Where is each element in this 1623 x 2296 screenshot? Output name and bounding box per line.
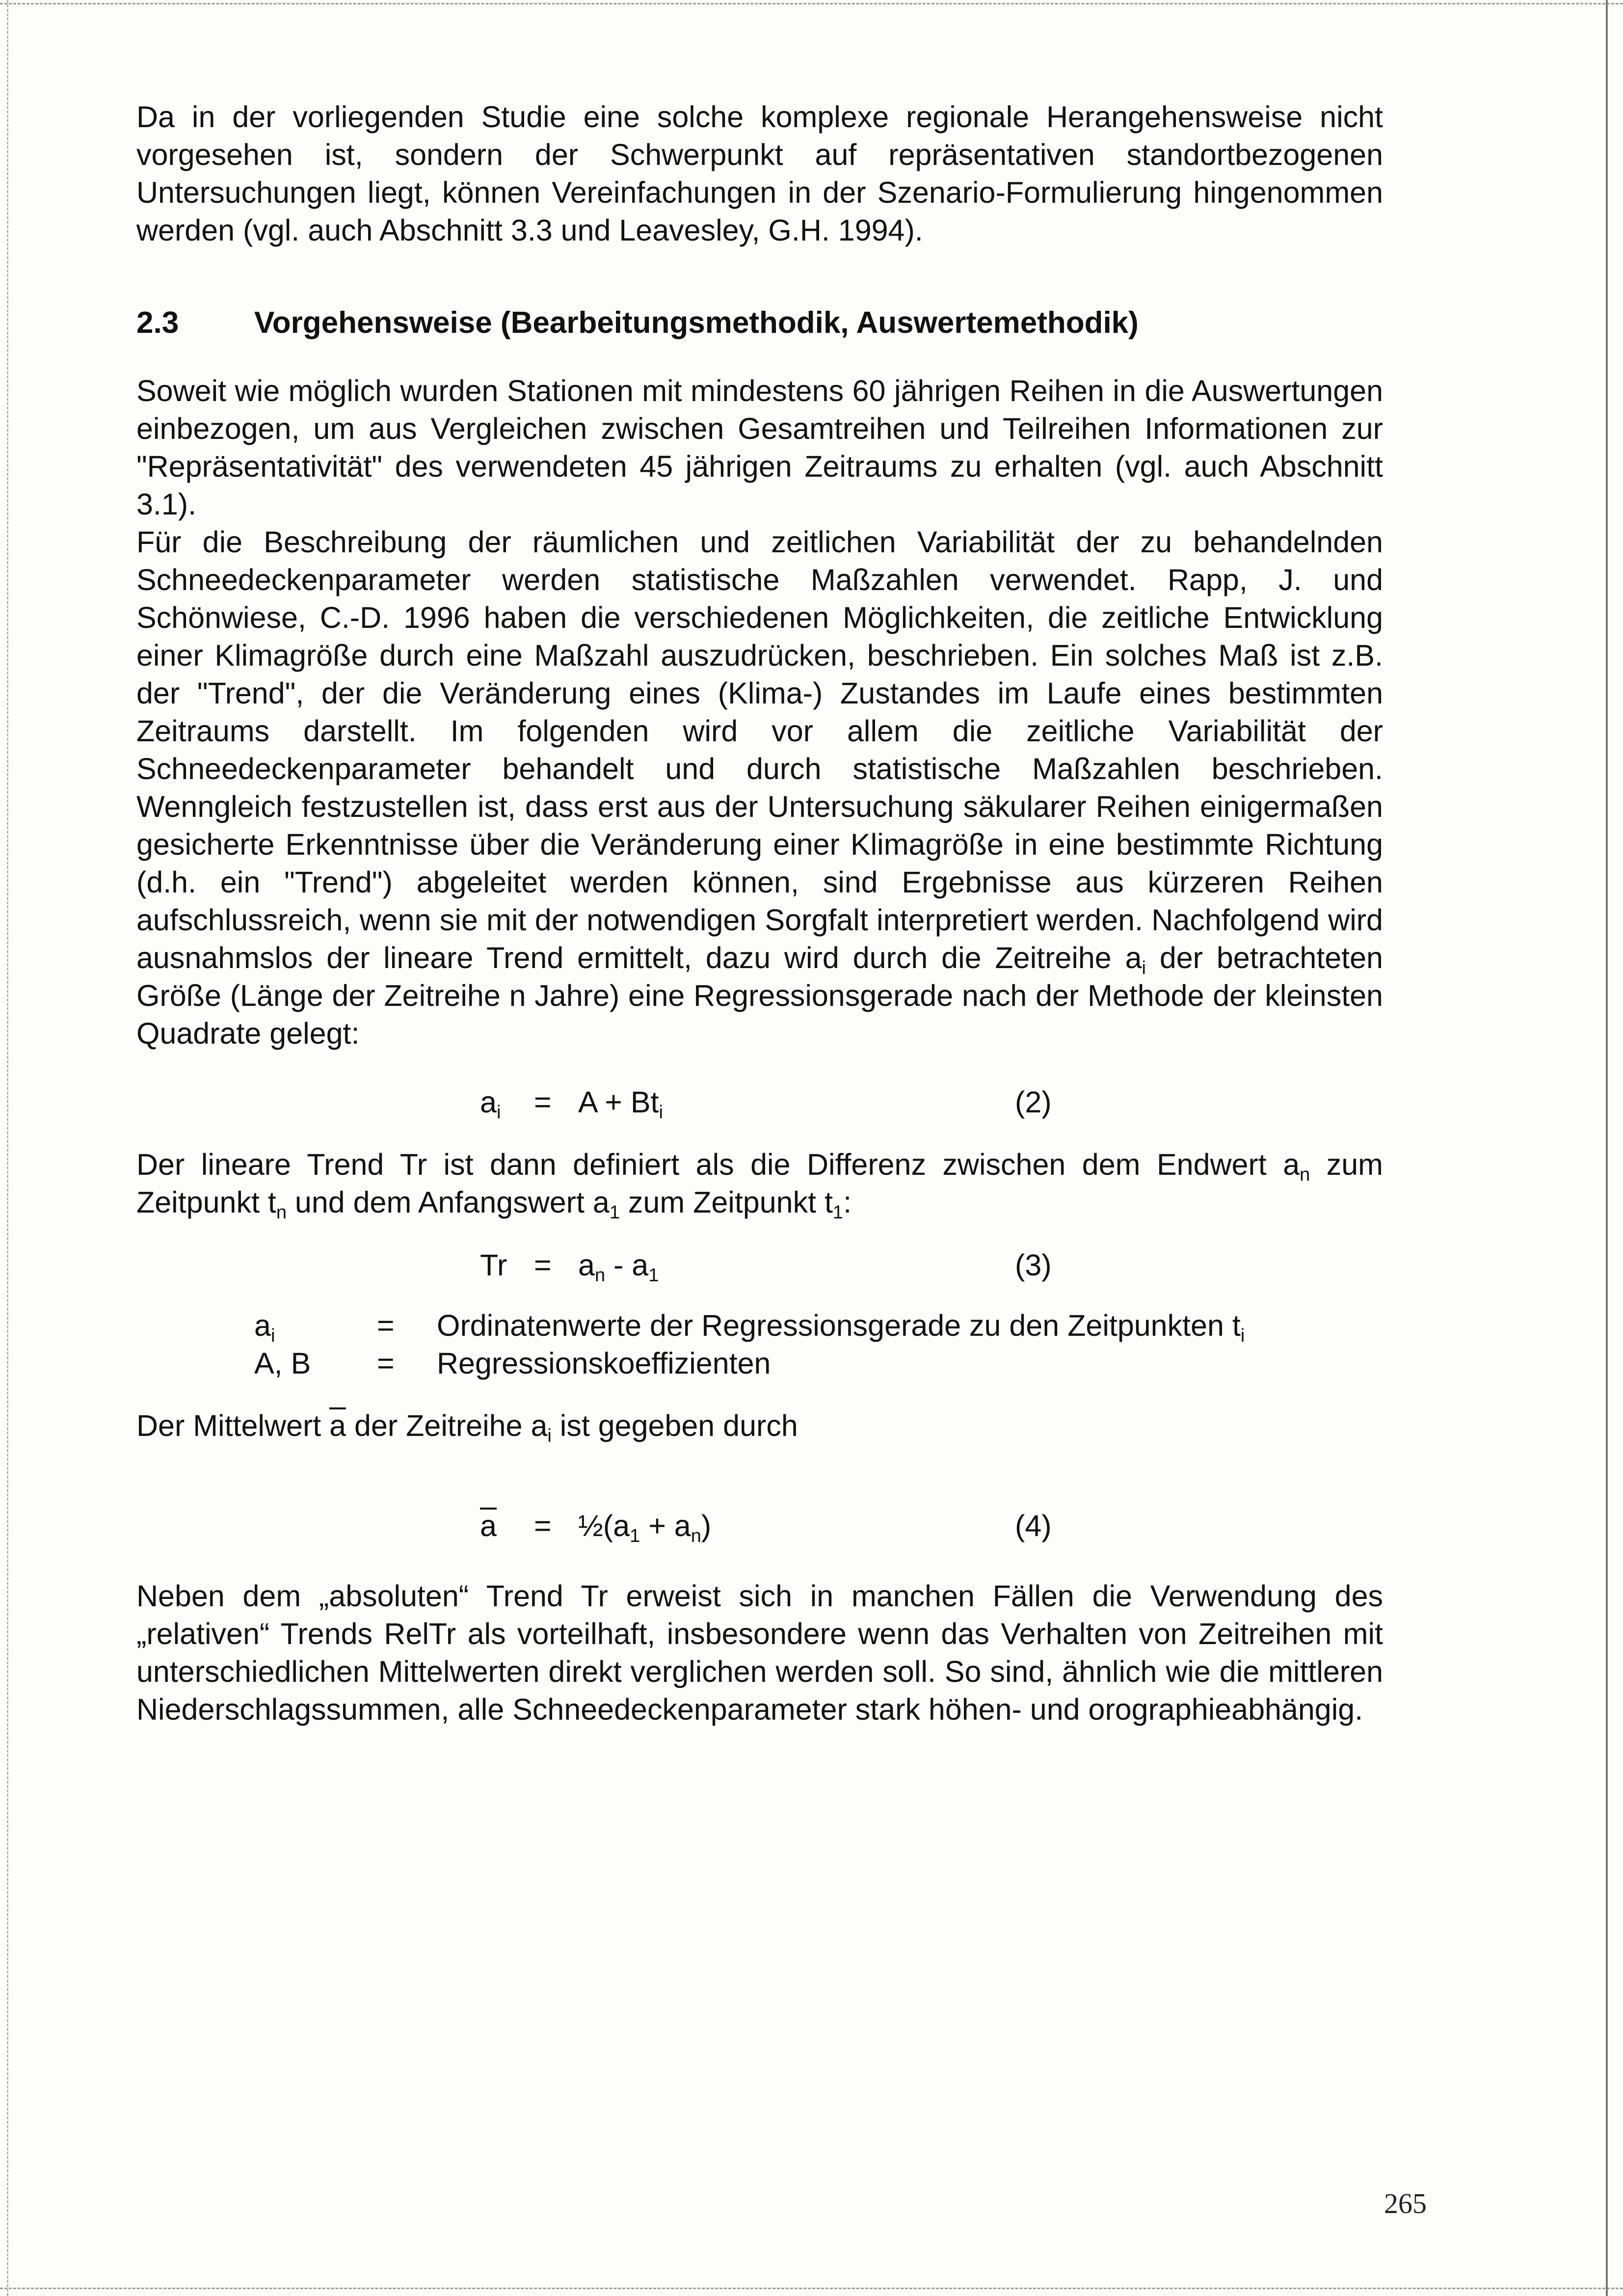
legend-row — [136, 1345, 1383, 1382]
eq3-equals: = — [534, 1248, 552, 1282]
eq2-number: (2) — [1015, 1085, 1052, 1119]
eq3-lhs: Tr — [480, 1248, 507, 1282]
equation-4 — [136, 1504, 1383, 1548]
eq4-number: (4) — [1015, 1509, 1052, 1542]
symbol-legend — [136, 1307, 1383, 1382]
legend-symbol: A, B — [254, 1347, 311, 1380]
section-title: Vorgehensweise (Bearbeitungsmethodik, Auswertemethodik) — [254, 306, 1139, 340]
eq2-lhs: $a_i$ — [480, 1085, 501, 1123]
paragraph-trend-method-tail: der betrachteten Größe (Länge der Zeitreihe n Jahre) eine Regressionsgerade nach der Methode der kleinsten Quadrate gelegt: — [136, 941, 1383, 1050]
intro-paragraph: Da in der vorliegenden Studie eine solche komplexe regionale Herangehensweise nicht vorgesehen ist, sondern der Schwerpunkt auf repräsentativen standortbezogenen Untersuchungen liegt, können Vereinfachungen in der Szenario-Formulierung hingenommen werden (vgl. auch Abschnitt 3.3 und Leavesley, G.H. 1994). — [136, 100, 1383, 247]
section-heading — [136, 303, 1383, 343]
eq3-number: (3) — [1015, 1248, 1052, 1282]
legend-description: Regressionskoeffizienten — [437, 1347, 771, 1380]
legend-equals: = — [377, 1347, 395, 1380]
scan-edge-right — [1606, 0, 1608, 2296]
paragraph-mean: Der Mittelwert a der Zeitreihe $a_i$ ist gegeben durch — [136, 1407, 1383, 1445]
eq2-rhs: $A + Bt_i$ — [578, 1085, 663, 1123]
legend-description: Ordinatenwerte der Regressionsgerade zu den Zeitpunkten $t_i$ — [437, 1309, 1245, 1346]
eq4-equals: = — [534, 1509, 552, 1542]
eq3-rhs: $a_n - a_1$ — [578, 1248, 659, 1286]
paragraph-trend-definition: Der lineare Trend Tr ist dann definiert als die Differenz zwischen dem Endwert $a_n$ zum Zeitpunkt $t_n$ und dem Anfangswert $a_1$ zum Zeitpunkt $t_1$: — [136, 1148, 1383, 1223]
eq4-rhs: $\frac{1}{2}(a_1 + a_n)$ — [578, 1509, 712, 1546]
legend-equals: = — [377, 1309, 395, 1342]
page-content — [136, 98, 1383, 1729]
scan-edge-top — [0, 3, 1623, 4]
scan-edge-bottom — [0, 2288, 1623, 2289]
paragraph-relative-trend: Neben dem „absoluten“ Trend Tr erweist sich in manchen Fällen die Verwendung des „relativen“ Trends RelTr als vorteilhaft, insbesondere wenn das Verhalten von Zeitreihen mit unterschiedlichen Mittelwerten direkt verglichen werden soll. So sind, ähnlich wie die mittleren Niederschlagssummen, alle Schneedeckenparameter stark höhen- und orographieabhängig. — [136, 1579, 1383, 1726]
paragraph-trend-method — [136, 523, 1383, 1053]
eq4-lhs: a — [480, 1504, 497, 1548]
legend-row — [136, 1307, 1383, 1345]
equation-3 — [136, 1243, 1383, 1287]
scan-edge-left — [7, 0, 8, 2296]
paragraph-stations: Soweit wie möglich wurden Stationen mit mindestens 60 jährigen Reihen in die Auswertungen einbezogen, um aus Vergleichen zwischen Gesamtreihen und Teilreihen Informationen zur "Repräsentativität" des verwendeten 45 jährigen Zeitraums zu erhalten (vgl. auch Abschnitt 3.1). — [136, 374, 1383, 521]
legend-symbol: $a_i$ — [254, 1309, 275, 1346]
section-number: 2.3 — [136, 306, 179, 340]
paragraph-trend-method-main: Für die Beschreibung der räumlichen und zeitlichen Variabilität der zu behandelnden Schneedeckenparameter werden statistische Maßzahlen verwendet. Rapp, J. und Schönwiese, C.-D. 1996 haben die verschiedenen Möglichkeiten, die zeitliche Entwicklung einer Klimagröße durch eine Maßzahl auszudrücken, beschrieben. Ein solches Maß ist z.B. der "Trend", der die Veränderung eines (Klima-) Zustandes im Laufe eines bestimmten Zeitraums darstellt. Im folgenden wird vor allem die zeitliche Variabilität der Schneedeckenparameter behandelt und durch statistische Maßzahlen beschrieben. Wenngleich festzustellen ist, dass erst aus der Untersuchung säkularer Reihen einigermaßen gesicherte Erkenntnisse über die Veränderung einer Klimagröße in eine bestimmte Richtung (d.h. ein "Trend") abgeleitet werden können, sind Ergebnisse aus kürzeren Reihen aufschlussreich, wenn sie mit der notwendigen Sorgfalt interpretiert werden. Nachfolgend wird ausnahmslos der lineare Trend ermittelt, dazu wird durch die Zeitreihe a — [136, 525, 1383, 974]
equation-2 — [136, 1080, 1383, 1124]
eq2-equals: = — [534, 1085, 552, 1119]
page-number: 265 — [1384, 2188, 1427, 2219]
subscript-i: i — [1142, 958, 1146, 978]
a-bar-symbol: a — [329, 1407, 346, 1439]
